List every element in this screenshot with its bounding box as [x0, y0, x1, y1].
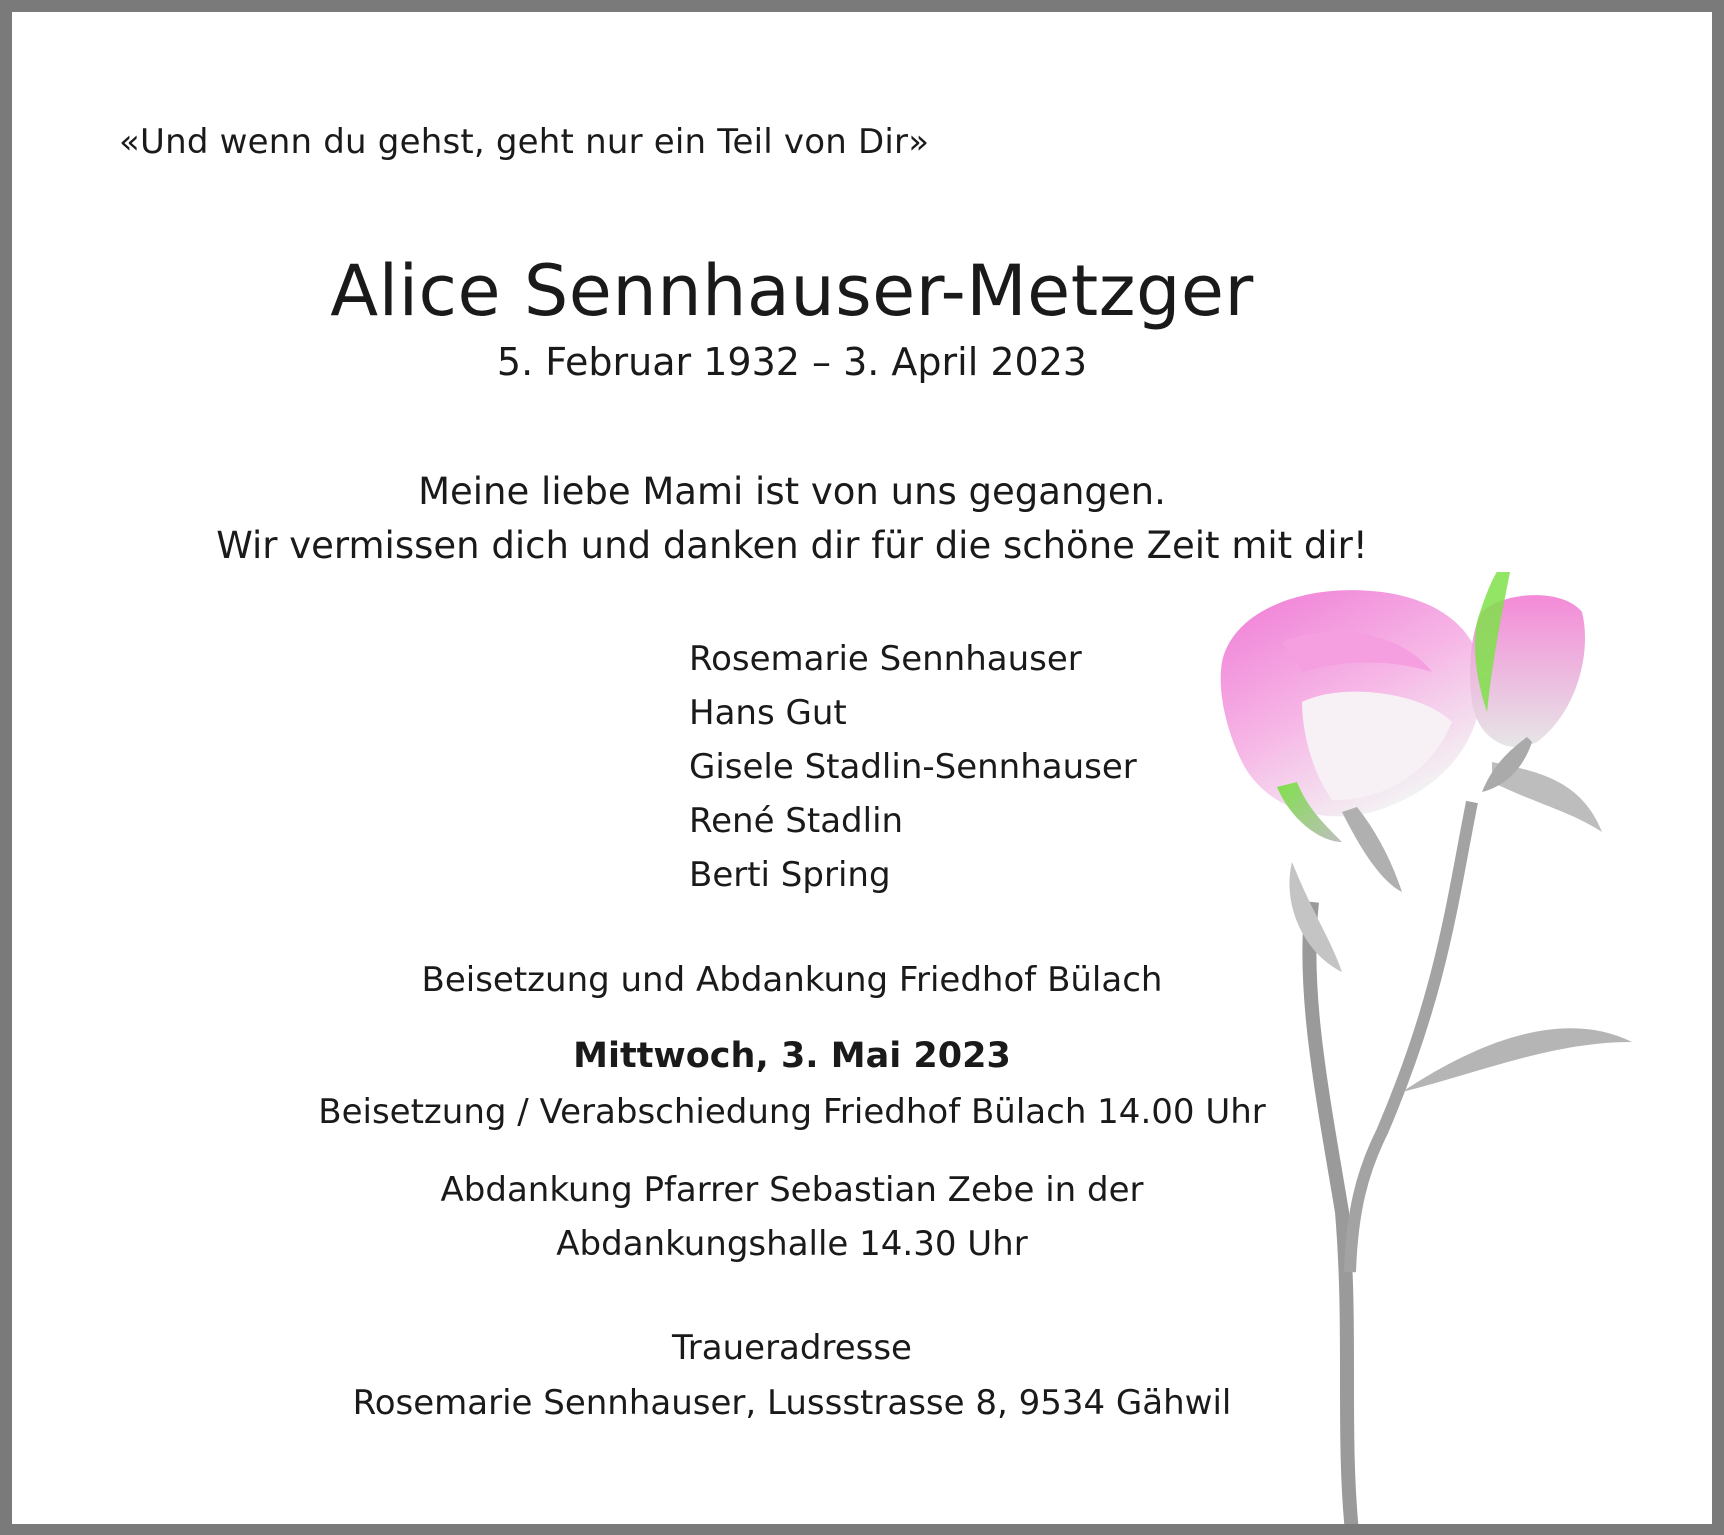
- family-member: Gisele Stadlin-Sennhauser: [689, 747, 1137, 787]
- life-dates: 5. Februar 1932 – 3. April 2023: [496, 340, 1088, 384]
- ceremony-date: Mittwoch, 3. Mai 2023: [573, 1036, 1011, 1076]
- service-line-1: Abdankung Pfarrer Sebastian Zebe in der: [440, 1170, 1144, 1210]
- family-member: Rosemarie Sennhauser: [689, 639, 1082, 679]
- quote: «Und wenn du gehst, geht nur ein Teil von Dir»: [119, 122, 930, 162]
- address-label: Traueradresse: [672, 1328, 912, 1368]
- family-member: Hans Gut: [689, 693, 847, 733]
- family-member: Berti Spring: [689, 855, 891, 895]
- family-member: René Stadlin: [689, 801, 904, 841]
- deceased-name: Alice Sennhauser-Metzger: [330, 250, 1254, 332]
- obituary-page: [12, 12, 1712, 1524]
- ceremony-heading: Beisetzung und Abdankung Friedhof Bülach: [421, 960, 1163, 1000]
- service-line-2: Abdankungshalle 14.30 Uhr: [556, 1224, 1028, 1264]
- rose-image: [1192, 572, 1712, 1524]
- family-list: [689, 632, 1137, 902]
- burial-time: Beisetzung / Verabschiedung Friedhof Bülach 14.00 Uhr: [318, 1092, 1266, 1132]
- message-line-1: Meine liebe Mami ist von uns gegangen.: [418, 470, 1166, 513]
- message-line-2: Wir vermissen dich und danken dir für die schöne Zeit mit dir!: [216, 524, 1368, 567]
- mourning-address: Rosemarie Sennhauser, Lussstrasse 8, 9534 Gähwil: [352, 1383, 1232, 1423]
